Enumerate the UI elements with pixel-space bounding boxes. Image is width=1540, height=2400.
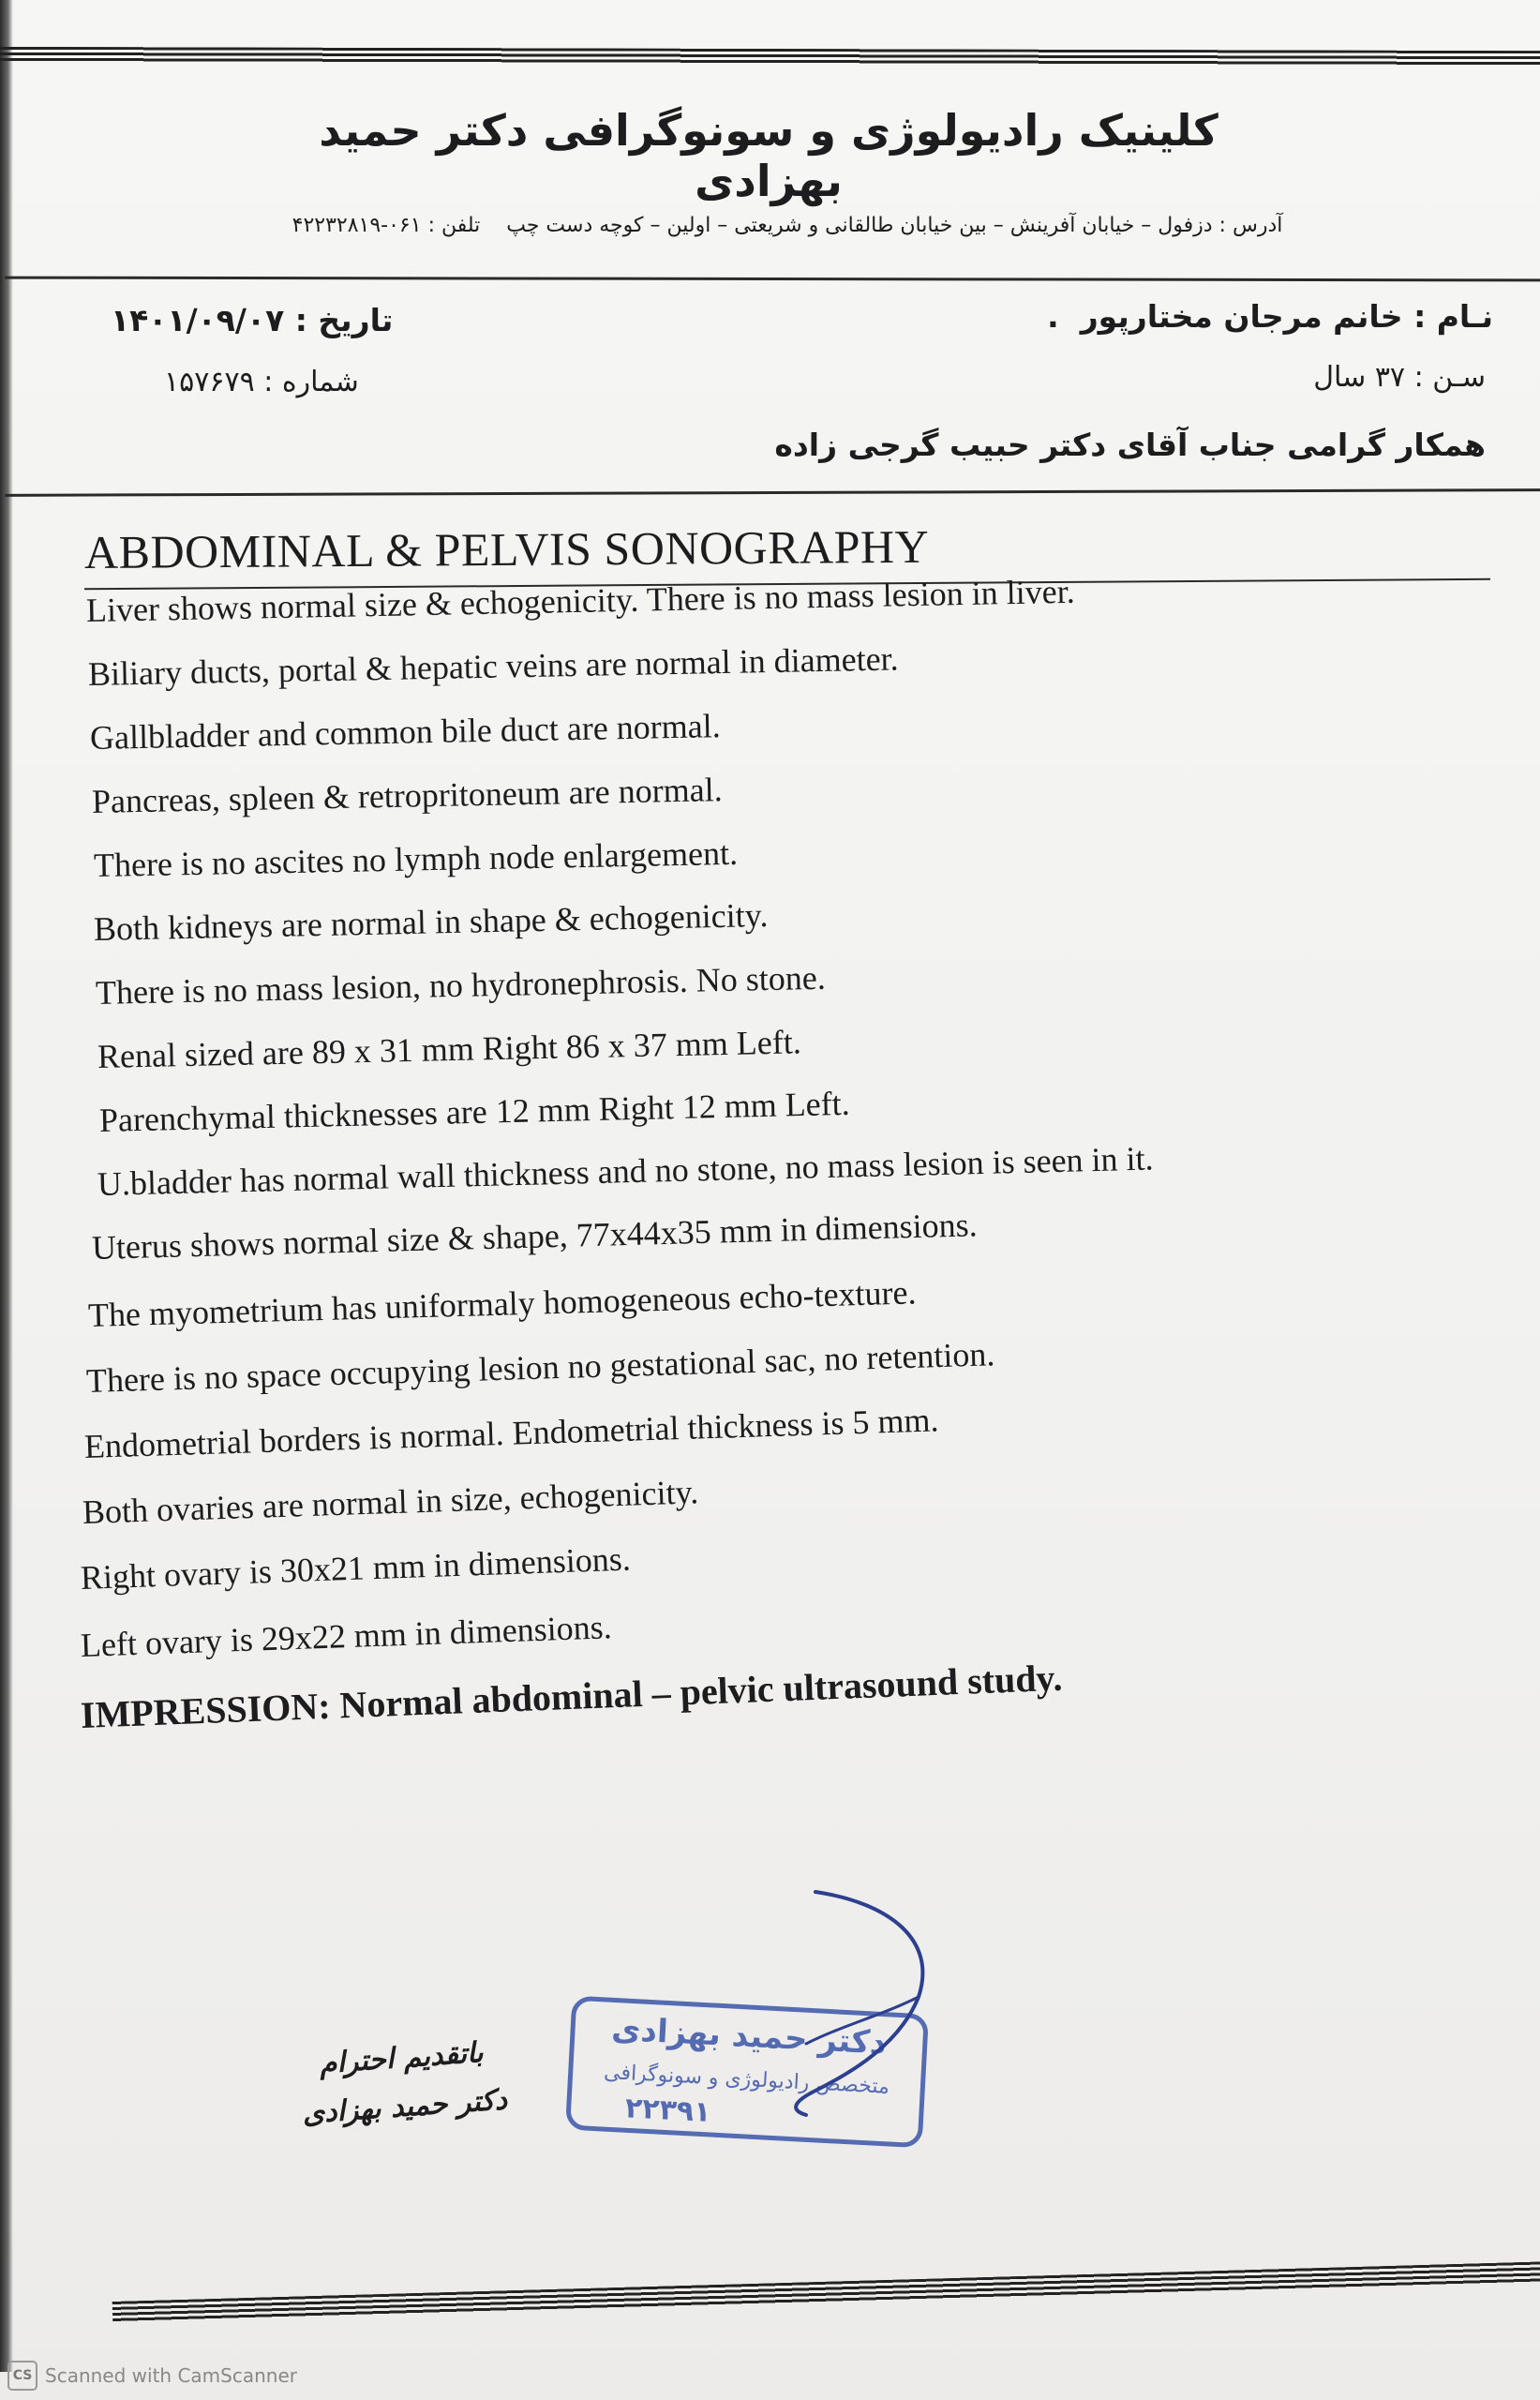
report-title: ABDOMINAL & PELVIS SONOGRAPHY (83, 519, 930, 578)
impression-line: IMPRESSION: Normal abdominal – pelvic ultrasound study. (80, 1656, 1064, 1736)
closing-doctor-name: دکتر حمید بهزادی (301, 2083, 509, 2131)
finding-line: Gallbladder and common bile duct are normal. (89, 707, 722, 757)
closing-signoff (278, 2026, 529, 2140)
finding-line: There is no ascites no lymph node enlargement. (93, 833, 739, 884)
stamp-doctor-name: دکتر حمید بهزادی (610, 2010, 888, 2062)
clinic-name: کلینیک رادیولوژی و سونوگرافی دکتر حمید بهزادی (319, 105, 1219, 206)
report-date: ۱۴۰۱/۰۹/۰۷ (111, 302, 285, 338)
report-date-label: تاریخ : (294, 302, 394, 338)
phone-label: تلفن : (427, 214, 481, 237)
finding-line: The myometrium has uniformaly homogeneous echo-texture. (87, 1273, 917, 1334)
address-text: آدرس : دزفول – خیابان آفرینش – بین خیابان طالقانی و شریعتی – اولین – کوچه دست چپ (506, 214, 1283, 237)
finding-line: Endometrial borders is normal. Endometrial thickness is 5 mm. (83, 1401, 940, 1465)
doctor-signature (778, 1884, 947, 2119)
patient-age-label: سـن : (1413, 361, 1486, 394)
patient-age: ۳۷ سال (1313, 361, 1406, 394)
report-number: ۱۵۷۶۷۹ (164, 366, 255, 398)
patient-name-field: نـام : خانم مرجان مختارپور . (1047, 298, 1493, 335)
referring-physician: همکار گرامی جناب آقای دکتر حبیب گرجی زاده (774, 427, 1486, 463)
finding-line: Parenchymal thicknesses are 12 mm Right 12 mm Left. (98, 1084, 851, 1139)
report-number-label: شماره : (263, 366, 359, 398)
finding-line: There is no mass lesion, no hydronephrosis. No stone. (95, 958, 827, 1012)
phone-number: ۰۶۱-۴۲۲۳۲۸۱۹ (292, 214, 422, 237)
finding-line: Renal sized are 89 x 31 mm Right 86 x 37 mm Left. (97, 1023, 802, 1075)
scanner-watermark-text: Scanned with CamScanner (45, 2364, 297, 2387)
closing-greeting: باتقدیم احترام (318, 2036, 485, 2081)
finding-line: Biliary ducts, portal & hepatic veins are normal in diameter. (87, 639, 899, 693)
stamp-license-number: ۲۲۳۹۱ (624, 2092, 712, 2129)
finding-line: Right ovary is 30x21 mm in dimensions. (80, 1539, 632, 1597)
finding-line: There is no space occupying lesion no gestational sac, no retention. (85, 1335, 995, 1400)
patient-name-label: نـام : (1413, 298, 1493, 335)
finding-line: U.bladder has normal wall thickness and no stone, no mass lesion is seen in it. (97, 1139, 1154, 1203)
finding-line: Left ovary is 29x22 mm in dimensions. (80, 1608, 613, 1664)
camscanner-logo-icon: CS (7, 2361, 37, 2391)
finding-line: Liver shows normal size & echogenicity. There is no mass lesion in liver. (85, 572, 1075, 629)
finding-line: Pancreas, spleen & retropritoneum are normal. (91, 771, 724, 820)
finding-line: Both kidneys are normal in shape & echogenicity. (93, 895, 769, 948)
scanner-watermark (7, 2361, 297, 2391)
finding-line: Uterus shows normal size & shape, 77x44x35 mm in dimensions. (91, 1206, 979, 1267)
patient-name: خانم مرجان مختارپور (1080, 298, 1403, 335)
finding-line: Both ovaries are normal in size, echogenicity. (82, 1473, 699, 1531)
stamp-specialty: متخصص رادیولوژی و سونوگرافی (603, 2060, 890, 2099)
